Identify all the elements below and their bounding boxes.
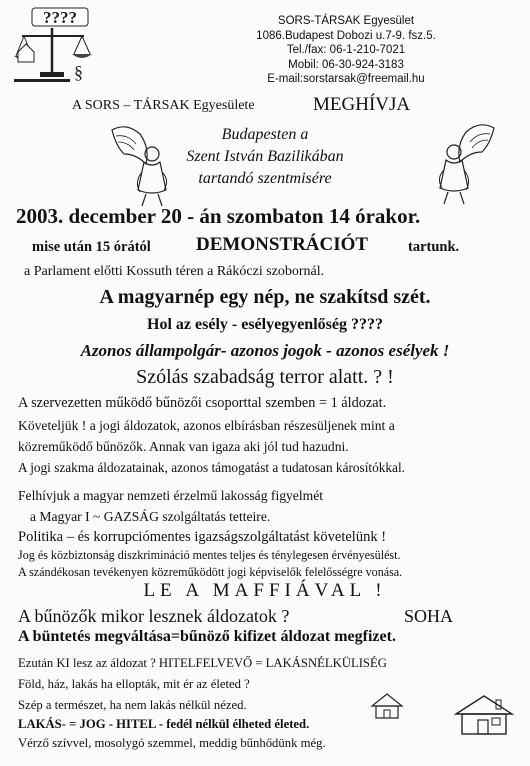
house-large-icon: [452, 692, 516, 738]
house-small-icon: [370, 692, 404, 720]
org-mobile: Mobil: 06-30-924-3183: [288, 58, 404, 71]
demo-big: DEMONSTRÁCIÓT: [196, 234, 369, 255]
closing-line2: Föld, ház, lakás ha ellopták, mit ér az életed ?: [18, 677, 250, 691]
slogan-one-people: A magyarnép egy nép, ne szakítsd szét.: [99, 286, 431, 308]
scales-of-justice-icon: [12, 6, 92, 84]
event-date: 2003. december 20 - án szombaton 14 órakor.: [16, 204, 421, 228]
invite-mass: tartandó szentmisére: [198, 170, 332, 187]
question-answer: SOHA: [404, 606, 454, 626]
invite-city: Budapesten a: [221, 126, 309, 143]
closing-line4: LAKÁS- = JOG - HITEL - fedél nélkül élheted életed.: [18, 717, 310, 731]
org-address: 1086.Budapest Dobozi u.7-9. fsz.5.: [256, 29, 436, 42]
slogan-equal-rights: Azonos állampolgár- azonos jogok - azonos esélyek !: [80, 341, 450, 360]
invite-big: MEGHÍVJA: [313, 94, 411, 115]
closing-line3: Szép a természet, ha nem lakás nélkül nézed.: [18, 698, 247, 712]
org-name: SORS-TÁRSAK Egyesület: [277, 15, 415, 27]
para2-line5: A szándékosan tevékenyen közreműködött jogi képviselők felelősségre vonása.: [18, 565, 403, 579]
invite-prefix: A SORS – TÁRSAK Egyesülete: [72, 98, 255, 113]
closing-line5: Vérző szívvel, mosolygó szemmel, meddig bűnhődünk még.: [18, 736, 326, 750]
para1-line3: közreműködő bűnözők. Annak van igaza aki jól tud hazudni.: [18, 439, 349, 454]
org-email: E-mail:sorstarsak@freemail.hu: [267, 73, 425, 86]
svg-text:§: §: [74, 62, 83, 82]
slogan-free-speech: Szólás szabadság terror alatt. ? !: [136, 366, 394, 388]
para1-line2: Követeljük ! a jogi áldozatok, azonos elbírásban részesüljenek mint a: [18, 418, 395, 433]
contact-block: [196, 14, 496, 87]
mafia-slogan: LE A MAFFIÁVAL !: [143, 580, 387, 601]
question-text: A bűnözők mikor lesznek áldozatok ?: [18, 606, 290, 626]
para2-line3: Politika – és korrupciómentes igazságszolgáltatást követelünk !: [18, 529, 387, 545]
slogan-equal-chance: Hol az esély - esélyegyenlőség ????: [147, 316, 383, 333]
invite-church: Szent István Bazilikában: [186, 148, 344, 165]
event-place: a Parlament előtti Kossuth téren a Rákóczi szobornál.: [24, 264, 325, 279]
para2-line4: Jog és közbiztonság diszkrimináció mentes teljes és ténylegesen érvényesülést.: [18, 548, 401, 562]
para2-line1: Felhívjuk a magyar nemzeti érzelmű lakosság figyelmét: [18, 488, 324, 503]
para2-line2: a Magyar I ~ GAZSÁG szolgáltatás tetteire.: [30, 509, 271, 524]
para1-line1: A szervezetten működő bűnözői csoporttal szemben = 1 áldozat.: [18, 395, 387, 411]
logo-question-marks: ????: [43, 8, 77, 27]
demo-suffix: tartunk.: [408, 239, 460, 255]
org-tel-fax: Tel./fax: 06-1-210-7021: [286, 44, 406, 57]
closing-line1: Ezután KI lesz az áldozat ? HITELFELVEVŐ = LAKÁSNÉLKÜLISÉG: [18, 656, 387, 670]
punishment-slogan: A büntetés megváltása=bűnöző kifizet áldozat megfizet.: [18, 628, 396, 645]
para1-line4: A jogi szakma áldozatainak, azonos támogatást a tudatosan károsítókkal.: [18, 460, 405, 475]
demo-prefix: mise után 15 órától: [32, 239, 151, 255]
